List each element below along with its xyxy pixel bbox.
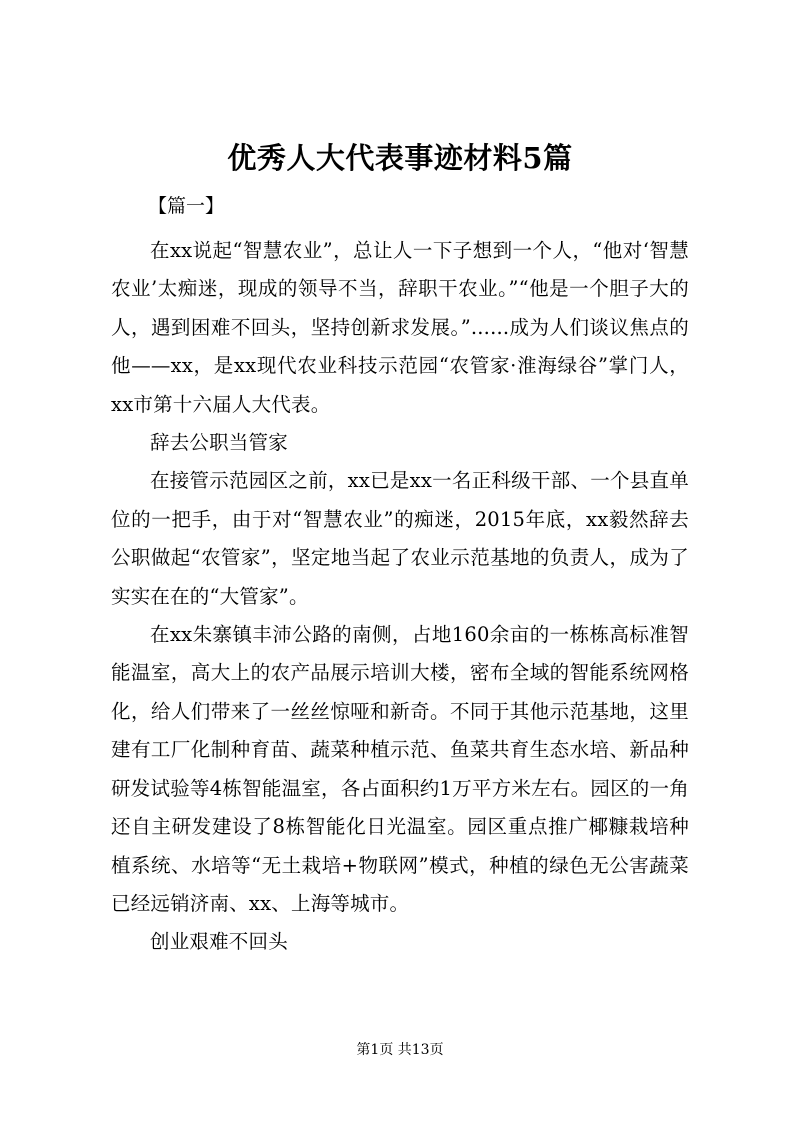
paragraph: 在接管示范园区之前，xx已是xx一名正科级干部、一个县直单位的一把手，由于对“智慧农业”的痴迷，2015年底，xx毅然辞去公职做起“农管家”，坚定地当起了农业示范基地的负责人，成为了实实在在的“大管家”。 [111, 469, 689, 608]
section-label: 【篇一】 [148, 195, 225, 217]
section-heading: 创业艰难不回头 [150, 930, 288, 954]
document-title: 优秀人大代表事迹材料5篇 [227, 141, 573, 175]
page-footer: 第1页 共13页 [356, 1042, 444, 1058]
paragraph: 在xx朱寨镇丰沛公路的南侧，占地160余亩的一栋栋高标准智能温室，高大上的农产品展示培训大楼，密布全域的智能系统网格化，给人们带来了一丝丝惊哑和新奇。不同于其他示范基地，这里建有工厂化制种育苗、蔬菜种植示范、鱼菜共育生态水培、新品种研发试验等4栋智能温室，各占面积约1万平方米左右。园区的一角还自主研发建设了8栋智能化日光温室。园区重点推广椰糠栽培种植系统、水培等“无土栽培+物联网”模式，种植的绿色无公害蔬菜已经远销济南、xx、上海等城市。 [111, 623, 689, 915]
section-heading: 辞去公职当管家 [150, 431, 288, 455]
document-body [111, 232, 689, 962]
paragraph: 在xx说起“智慧农业”，总让人一下子想到一个人，“他对‘智慧农业’太痴迷，现成的领导不当，辞职干农业。”“他是一个胆子大的人，遇到困难不回头，坚持创新求发展。”......成为人们谈议焦点的他——xx，是xx现代农业科技示范园“农管家·淮海绿谷”掌门人，xx市第十六届人大代表。 [111, 239, 689, 416]
